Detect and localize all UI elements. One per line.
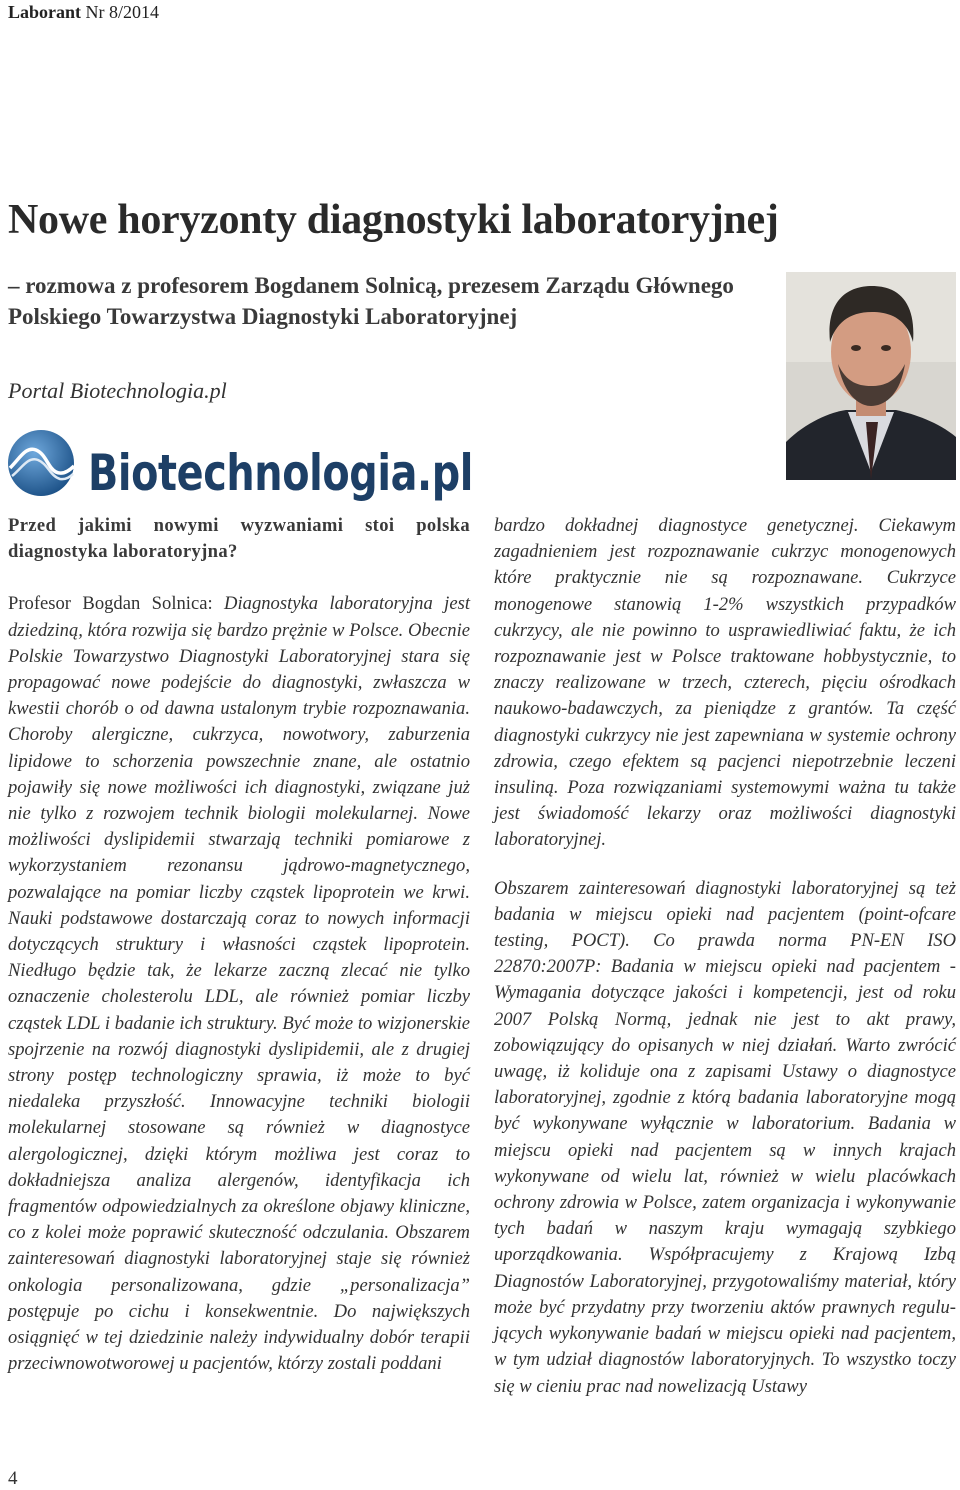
page-number: 4	[8, 1468, 18, 1489]
issue-number: Nr 8/2014	[81, 2, 160, 22]
answer-paragraph-2: bardzo dokładnej diagnostyce genetycznej. Ciekawym zagadnieniem jest rozpoznawanie cukrzyc monogenowych które praktycznie nie są rozpoznawane. Cukrzyce monogenowe stanowią 1-2% wszystkich przypadków cukrzycy, ale nie powinno to usprawiedliwiać faktu, że ich rozpoznawanie jest w Polsce traktowane hobbystycznie, to znaczy realizowane w trzech, czterech, pięciu ośrodkach naukowo-badawczych, za pieniądze z grantów. Ta część diagnostyki cukrzycy nie jest zapewniana w systemie ochrony zdrowia, czego efektem są pacjenci niepotrzebnie leczeni insuliną. Poza rozwiązaniami systemowymi ważna tu także jest świadomość lekarzy oraz możliwości diagnostyki laboratoryjnej.	[494, 515, 956, 851]
answer-paragraph-3: Obszarem zainteresowań diagnostyki laboratoryjnej są też badania w miejscu opieki nad pacjentem (point-ofcare testing, POCT). Co prawda norma PN-EN ISO 22870:2007P: Badania w miejscu opieki nad pacjentem - Wymagania dotyczące jakości i kompetencji, jest od roku 2007 Polską Normą, jednak nie jest to akt prawy, zobowiązujący do opisanych w niej działań. Warto zwrócić uwagę, iż koliduje ona z zapisami Ustawy o diagnostyce laboratoryjnej, zgodnie z którą badania laboratoryjne mogą być wykonywane wyłącznie w laboratorium. Badania w miejscu opieki nad pacjentem są w innych krajach wykonywane od wielu lat, również w wielu placówkach ochrony zdrowia w Polsce, zatem organizacja i wykonywanie tych badań w naszym kraju wymagają szybkiego uporządkowania. Współpracujemy z Krajową Izbą Diagnostów Laboratoryjnej, przygotowaliśmy materiał, który może być przydatny przy tworzeniu aktów prawnych regulujących wykonywanie badań w miejscu opieki nad pacjentem, w tym udział diagnostów laboratoryjnych. To wszystko toczy się w cieniu prac nad nowelizacją Ustawy	[494, 877, 956, 1397]
answer-text-left: Diagnostyka laboratoryjna jest dziedziną, która rozwija się bardzo prężnie w Polsce. Obecnie Polskie Towarzystwo Diagnostyki Laboratoryjnej stara się propagować nowe podejście do diagnostyki, zwłaszcza w kwestii chorób o od dawna ustalonym trybie rozpoznawania. Choroby alergiczne, cukrzyca, nowotwory, zaburzenia lipidowe to schorzenia powszechnie znane, ale ostatnio pojawiły się nowe możliwości ich diagnostyki, związane już nie tylko z rozwojem technik biologii molekularnej. Nowe możliwości dyslipidemii stwarzają techniki pomiarowe z wykorzystaniem rezonansu jądrowo-magnetycznego, pozwalające na pomiar liczby cząstek lipoprotein we krwi. Nauki podstawowe dostarczają coraz to nowych informacji dotyczących struktury i własności cząstek lipoprotein. Niedługo będzie tak, że lekarze zaczną zlecać nie tylko oznaczenie cholesterolu LDL, ale również pomiar liczby cząstek LDL i badanie ich struktury. Być może to wizjonerskie spojrzenie na rozwój diagnostyki dyslipidemii, ale z drugiej strony postęp technologiczny sprawia, iż może to być niedaleka przyszłość. Innowacyjne techniki biologii molekularnej stosowane są również w diagnostyce alergologicznej, dzięki którym możliwa jest coraz to dokładniejsza analiza alergenów, identyfikacja ich fragmentów odpowiedzialnych za określone objawy kliniczne, co z kolei może poprawić skuteczność odczulania. Obszarem zainteresowań diagnostyki laboratoryjnej staje się również onkologia personalizowana, gdzie „personalizacja” postępuje po cichu i konsekwentnie. Do największych osiągnięć w tej dziedzinie należy indywidualny dobór terapii przeciwnowotworowej u pacjentów, którzy zostali poddani	[8, 593, 470, 1375]
biotechnologia-logo	[6, 428, 476, 500]
answer-speaker: Profesor Bogdan Solnica:	[8, 593, 225, 615]
left-column	[8, 513, 470, 1378]
article-subtitle: – rozmowa z profesorem Bogdanem Solnicą, prezesem Zarządu Głównego Polskiego Towarzystwa Diagnostyki Laboratoryjnej	[8, 273, 734, 329]
logo-text: Biotechnologia.pl	[88, 444, 473, 502]
answer-paragraph-1	[8, 591, 470, 1377]
running-header	[8, 2, 159, 23]
article-title: Nowe horyzonty diagnostyki laboratoryjnej	[8, 197, 779, 243]
portrait-photo	[786, 272, 956, 480]
article-source: Portal Biotechnologia.pl	[8, 378, 227, 403]
interview-question: Przed jakimi nowymi wyzwaniami stoi polska diagnostyka laboratoryjna?	[8, 515, 470, 563]
right-column	[494, 513, 956, 1400]
magazine-name: Laborant	[8, 2, 82, 22]
biotechnologia-wave-logo-icon	[6, 428, 476, 500]
